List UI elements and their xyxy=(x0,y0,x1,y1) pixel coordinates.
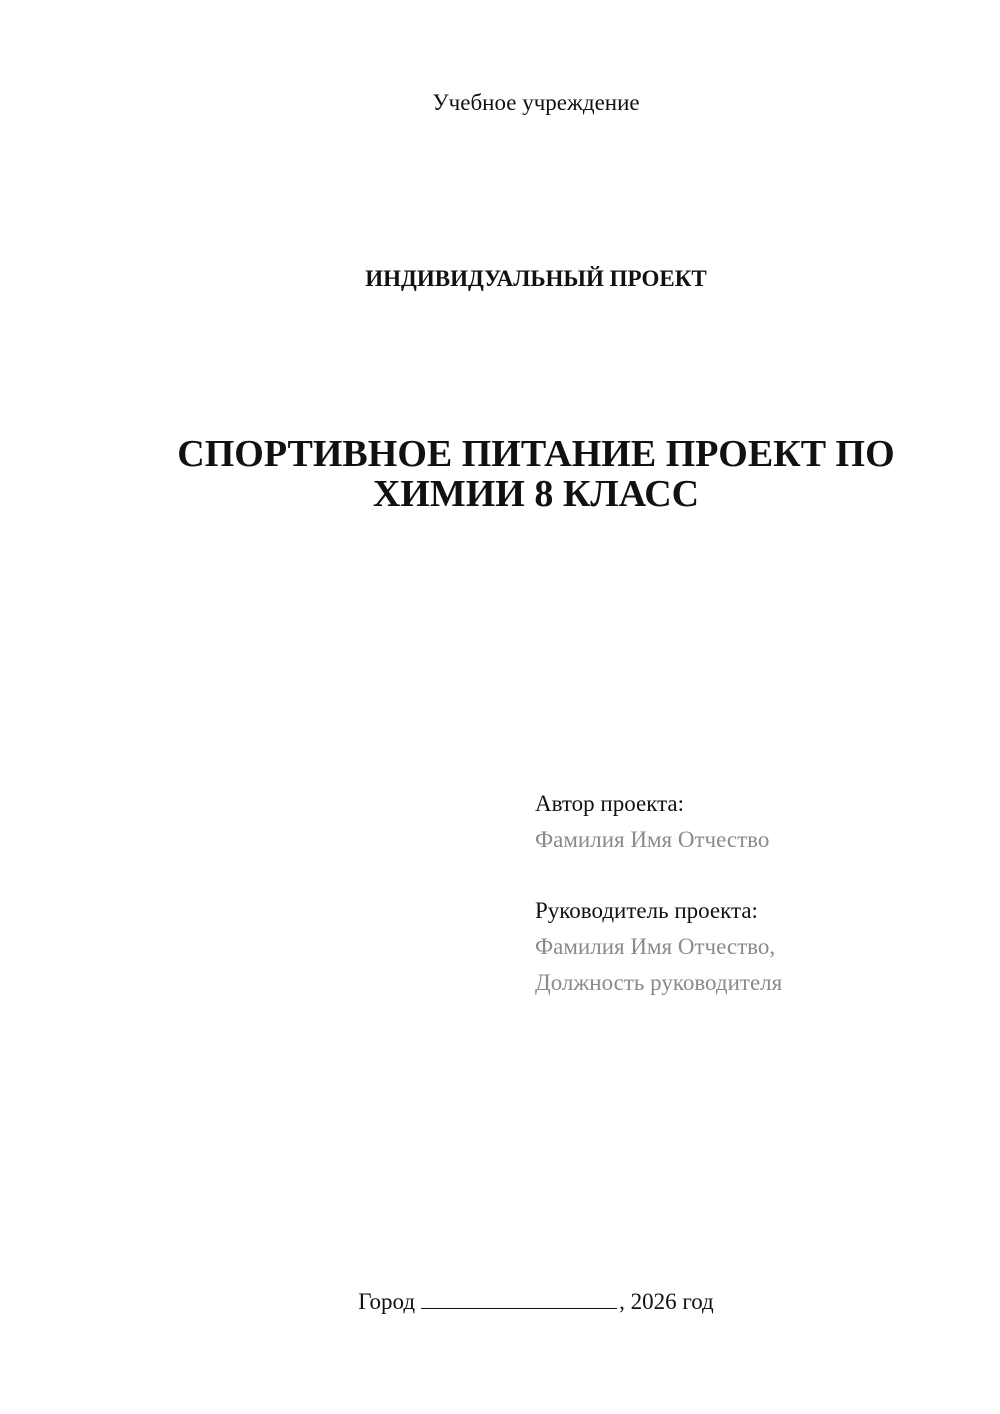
project-title xyxy=(140,434,932,514)
project-meta-block xyxy=(535,786,975,1001)
project-title-line-2: ХИМИИ 8 КЛАСС xyxy=(372,473,700,515)
supervisor-name-placeholder: Фамилия Имя Отчество, xyxy=(535,934,776,959)
year-text: , 2026 год xyxy=(619,1289,714,1314)
footer-city-year xyxy=(0,1288,1000,1315)
city-label: Город xyxy=(358,1289,416,1314)
project-title-line-1: СПОРТИВНОЕ ПИТАНИЕ ПРОЕКТ ПО xyxy=(177,433,895,475)
institution-name: Учебное учреждение xyxy=(432,90,640,115)
author-name-placeholder: Фамилия Имя Отчество xyxy=(535,827,770,852)
meta-spacer xyxy=(535,858,975,893)
author-label: Автор проекта: xyxy=(535,791,684,816)
city-blank-line xyxy=(421,1288,617,1309)
supervisor-position-placeholder: Должность руководителя xyxy=(535,970,783,995)
project-type-heading: ИНДИВИДУАЛЬНЫЙ ПРОЕКТ xyxy=(365,266,707,291)
supervisor-label: Руководитель проекта: xyxy=(535,898,758,923)
